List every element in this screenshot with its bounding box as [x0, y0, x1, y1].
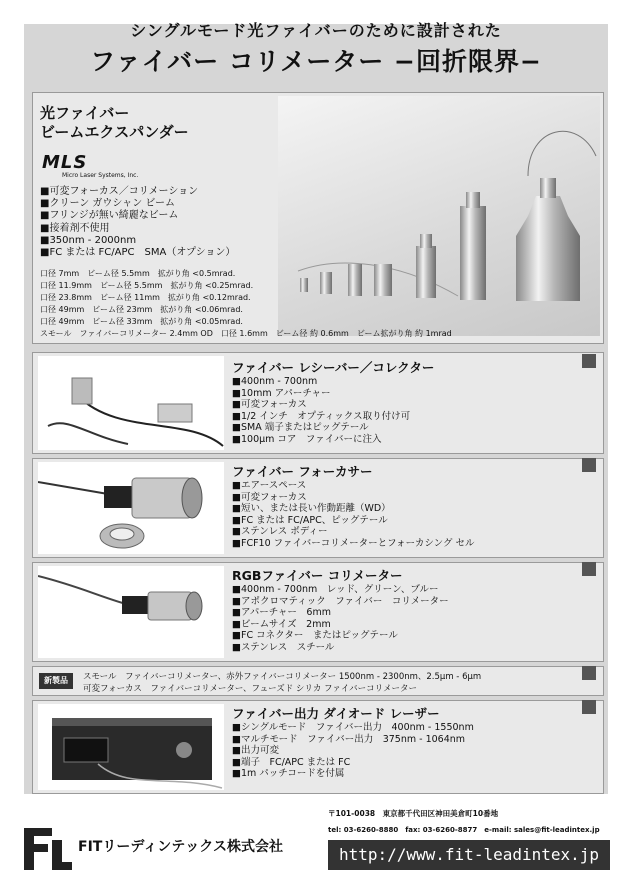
list-item: ■接着剤不使用 [40, 222, 110, 234]
list-item: ■出力可変 [232, 745, 279, 756]
rgb-features [232, 584, 449, 653]
expander-title-line1: 光ファイバー [40, 104, 130, 122]
list-item: ■FCF10 ファイバーコリメーターとフォーカシング セル [232, 537, 475, 549]
receiver-features [232, 376, 410, 445]
list-item: ■400nm - 700nm [232, 376, 318, 387]
list-item: ■フリンジが無い綺麗なビーム [40, 210, 179, 222]
receiver-title: ファイバー レシーバー／コレクター [232, 360, 435, 375]
list-item: ■短い、または長い作動距離（WD） [232, 503, 391, 514]
rgb-title: RGBファイバー コリメーター [232, 568, 403, 583]
square-bullet-icon [582, 354, 596, 368]
expander-title-line2: ビームエクスパンダー [40, 123, 189, 141]
company-name: FITリーディンテックス株式会社 [78, 839, 284, 855]
square-bullet-icon [582, 700, 596, 714]
expander-features [40, 186, 235, 259]
list-item: ■100μm コア ファイバーに注入 [232, 433, 382, 445]
expander-title [40, 104, 189, 142]
website-url[interactable]: http://www.fit-leadintex.jp [328, 840, 610, 870]
focuser-features [232, 480, 475, 549]
company-address: 〒101-0038 東京都千代田区神田美倉町10番地 [328, 809, 499, 818]
square-bullet-icon [582, 458, 596, 472]
new-products-line2: 可変フォーカス ファイバーコリメーター、フューズド シリカ ファイバーコリメーター [83, 684, 418, 694]
header-subtitle: シングルモード光ファイバーのために設計された [130, 21, 502, 40]
list-item: ■アポクロマティック ファイバー コリメーター [232, 595, 449, 607]
list-item: ■可変フォーカス [232, 399, 307, 410]
spec-line: スモール ファイバーコリメーター 2.4mm OD 口径 1.6mm ビーム径 約 0.6mm ビーム拡がり角 約 1mrad [40, 329, 452, 338]
laser-title: ファイバー出力 ダイオード レーザー [232, 706, 440, 721]
receiver-product-photo [38, 356, 224, 450]
list-item: ■400nm - 700nm レッド、グリーン、ブルー [232, 584, 439, 595]
list-item: ■マルチモード ファイバー出力 375nm - 1064nm [232, 733, 466, 745]
list-item: ■1m パッチコードを付属 [232, 768, 345, 779]
list-item: ■10mm アパーチャー [232, 387, 331, 399]
rgb-product-photo [38, 566, 224, 658]
list-item: ■FC または FC/APC、ピッグテール [232, 514, 388, 526]
list-item: ■エアースペース [232, 480, 307, 491]
spec-line: 口径 11.9mm ビーム径 5.5mm 拡がり角 <0.25mrad. [40, 281, 254, 290]
list-item: ■アパーチャー 6mm [232, 607, 331, 618]
list-item: ■可変フォーカス [232, 491, 307, 503]
spec-line: 口径 23.8mm ビーム径 11mm 拡がり角 <0.12mrad. [40, 293, 251, 302]
spec-line: 口径 7mm ビーム径 5.5mm 拡がり角 <0.5mrad. [40, 269, 236, 278]
list-item: ■端子 FC/APC または FC [232, 756, 351, 768]
list-item: ■FC または FC/APC SMA（オプション） [40, 247, 236, 259]
list-item: ■ビームサイズ 2mm [232, 618, 331, 630]
mls-logo-mark: MLS [42, 152, 88, 173]
new-products-line1: スモール ファイバーコリメーター、赤外ファイバーコリメーター 1500nm - 2300nm、2.5μm - 6μm [83, 672, 482, 682]
focuser-product-photo [38, 462, 224, 554]
header-title: ファイバー コリメーター −回折限界− [90, 47, 542, 76]
list-item: ■ステンレス スチール [232, 641, 335, 653]
fl-logo-icon [22, 826, 74, 872]
list-item: ■可変フォーカス／コリメーション [40, 186, 199, 197]
laser-features [232, 722, 474, 780]
company-contact: tel: 03-6260-8880 fax: 03-6260-8877 e-mail: sales@fit-leadintex.jp [328, 826, 600, 834]
spec-line: 口径 49mm ビーム径 23mm 拡がり角 <0.06mrad. [40, 305, 243, 314]
mls-logo-sub: Micro Laser Systems, Inc. [62, 172, 139, 179]
list-item: ■FC コネクター またはピッグテール [232, 630, 398, 641]
list-item: ■クリーン ガウシャン ビーム [40, 198, 176, 210]
list-item: ■1/2 インチ オプティックス取り付け可 [232, 410, 411, 422]
list-item: ■ステンレス ボディー [232, 526, 328, 537]
new-products-strip [32, 666, 604, 696]
square-bullet-icon [582, 666, 596, 680]
list-item: ■SMA 端子またはピッグテール [232, 422, 369, 433]
focuser-title: ファイバー フォーカサー [232, 464, 373, 479]
list-item: ■シングルモード ファイバー出力 400nm - 1550nm [232, 722, 474, 733]
laser-product-photo [38, 704, 224, 790]
square-bullet-icon [582, 562, 596, 576]
list-item: ■350nm - 2000nm [40, 234, 137, 246]
new-product-badge: 新製品 [39, 673, 73, 689]
mls-logo [42, 152, 152, 180]
spec-line: 口径 49mm ビーム径 33mm 拡がり角 <0.05mrad. [40, 317, 243, 326]
expander-specs [40, 268, 452, 340]
